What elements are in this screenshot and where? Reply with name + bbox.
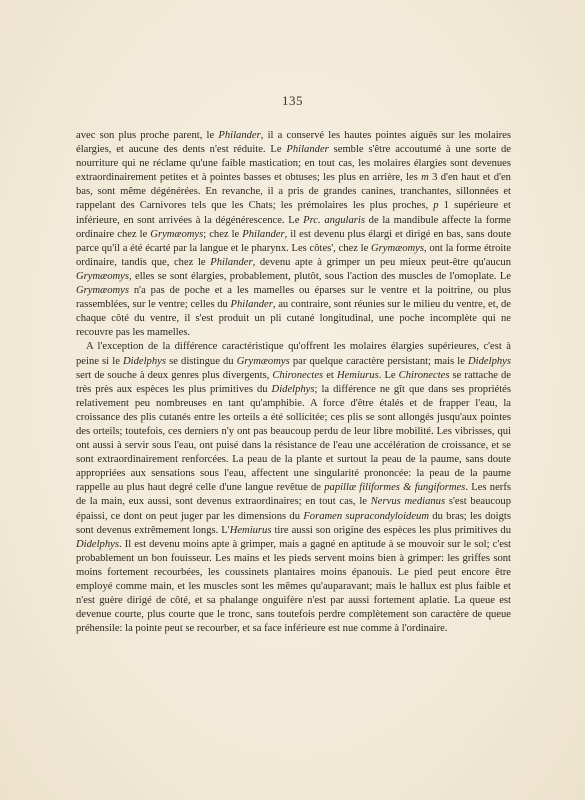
text-run: 1 supérieure et inférieure, en sont arrivées à la dégénérescence. Le — [76, 200, 511, 226]
text-run: se rattache de très près aux espèces les plus primitives du — [76, 369, 511, 395]
italic-term: papillæ filiformes & fungiformes — [324, 482, 466, 494]
italic-term: p — [433, 200, 439, 212]
text-run: avec son plus proche parent, le — [76, 130, 219, 141]
italic-term: Philander — [286, 144, 329, 156]
text-run: , il a conservé les hautes pointes aiguës sur les molaires élargies, et aucune des dents n'est réduite. Le — [76, 130, 511, 156]
text-run: tire aussi son origine des espèces les plus primitives du — [271, 524, 512, 536]
italic-term: m — [421, 172, 429, 184]
text-run: , devenu apte à grimper un peu mieux peut-être qu'aucun — [252, 256, 511, 268]
text-run: et — [323, 369, 337, 381]
italic-term: Didelphys — [468, 355, 511, 367]
italic-term: Philander — [242, 228, 285, 240]
italic-term: Philander — [210, 256, 253, 268]
italic-term: Hemiurus — [336, 369, 379, 381]
italic-term: Chironectes — [272, 369, 324, 381]
italic-term: Philander — [230, 299, 273, 311]
italic-term: Grymæomys — [371, 242, 424, 254]
text-run: ; chez le — [203, 228, 243, 240]
italic-term: Hemiurus — [229, 524, 272, 536]
text-run: du bras; les doigts sont devenus extrêmement longs. L' — [76, 510, 511, 536]
text-run: . Il est devenu moins apte à grimper, mais a gagné en aptitude à se mouvoir sur le sol; c'est probablement un bon fouisseur. Les mains et les pieds servent moins bien à grimper: les griffes sont moins fortement recourbées, les coussinets plantaires moins épanouis. Le pied peut encore être employé comme main, et les muscles sont les mêmes qu'auparavant; mais le hallux est plus faible et n'est guère dirigé de côté, et sa phalange onguifère n'est par aussi fortement aplatie. La queue est devenue courte, plus courte que le tronc, sans toutefois perdre complètement son caractère de queue préhensile: la pointe peut se recourber, et sa face inférieure est nue comme à l'ordinaire. — [76, 538, 511, 635]
italic-term: Grymæomys — [236, 355, 290, 367]
text-run: n'a pas de poche et a les mamelles ou éparses sur le ventre et la poitrine, ou plus rassemblées, sur le ventre; celles du — [76, 285, 511, 311]
text-run: . Les nerfs de la main, eux aussi, sont devenus extraordinaires; en tout cas, le — [76, 482, 511, 508]
text-run: ; la différence ne gît que dans ses propriétés relativement peu nombreuses en tant qu'amphibie. A force d'être étalés et de frapper l'eau, la croissance des plis cutanés entre les orteils a été sollicitée; ces plis se sont allongés jusqu'aux pointes des orteils; toutefois, ces derniers n'y ont pas beaucoup perdu de leur libre mobilité. Les vibrisses, qui ont aussi à servir sous l'eau, ont puisé dans la résistance de l'eau une accélération de croissance, et se sont extraordinairement renforcées. La peau de la plante et surtout la peau de la paume, sans doute appropriées aux sensations sous l'eau, affectent une singularité prononcée: la peau de la paume rappelle au plus haut degré celle d'une langue revêtue de — [76, 383, 512, 494]
italic-term: Nervus medianus — [370, 496, 446, 508]
text-run: de la mandibule affecte la forme ordinaire chez le — [76, 214, 511, 240]
text-run: 3 d'en haut et d'en bas, sont même dégénérées. En revanche, il a pris de grandes canines, tranchantes, sillonnées et rappelant des Carnivores tels que les Chats; les prémolaires les plus proches, — [76, 172, 511, 212]
text-run: , au contraire, sont réunies sur le milieu du ventre, et, de chaque côté du ventre, il s'est produit un pli cutané longitudinal, une poche incomplète qui ne recouvre pas les mamelles. — [76, 299, 511, 339]
page-number: 135 — [282, 93, 303, 108]
italic-term: Didelphys — [271, 383, 315, 395]
italic-term: Grymæomys — [76, 285, 129, 297]
italic-term: Didelphys — [123, 355, 166, 367]
text-run: A l'exception de la différence caractéristique qu'offrent les molaires élargies supérieures, c'est à peine si le — [76, 341, 511, 367]
italic-term: Prc. angularis — [303, 214, 365, 226]
paragraph-1 — [76, 129, 511, 340]
text-run: , elles se sont élargies, probablement, plutôt, sous l'action des muscles de l'omoplate. Le — [128, 270, 511, 282]
text-run: s'est beaucoup épaissi, ce dont on peut juger par les dimensions du — [76, 496, 511, 522]
italic-term: Grymæomys — [76, 270, 129, 282]
italic-term: Grymæomys — [150, 228, 204, 240]
text-run: sert de souche à deux genres plus divergents, — [76, 369, 273, 381]
text-run: . Le — [378, 369, 399, 381]
italic-term: Philander — [218, 130, 261, 141]
text-run: , il est devenu plus élargi et dirigé en bas, sans doute parce qu'il a été écarté par la langue et le pharynx. Les côtes', chez le — [76, 228, 512, 254]
italic-term: Foramen supracondyloideum — [303, 510, 429, 522]
italic-term: Chironectes — [398, 369, 450, 381]
text-run: semble s'être accoutumé à une sorte de nourriture qui ne réclame qu'une faible mastication; en tout cas, les molaires élargies sont devenues extraordinairement petites et à pointes basses et obtuses; les plus en arrière, les — [76, 144, 511, 184]
paragraph-2 — [76, 340, 511, 636]
text-run: se distingue du — [165, 355, 237, 367]
text-run: par quelque caractère persistant; mais le — [289, 355, 469, 367]
italic-term: Didelphys — [76, 538, 119, 550]
body-text — [76, 129, 511, 636]
text-run: , ont la forme étroite ordinaire, tandis que, chez le — [76, 242, 512, 268]
